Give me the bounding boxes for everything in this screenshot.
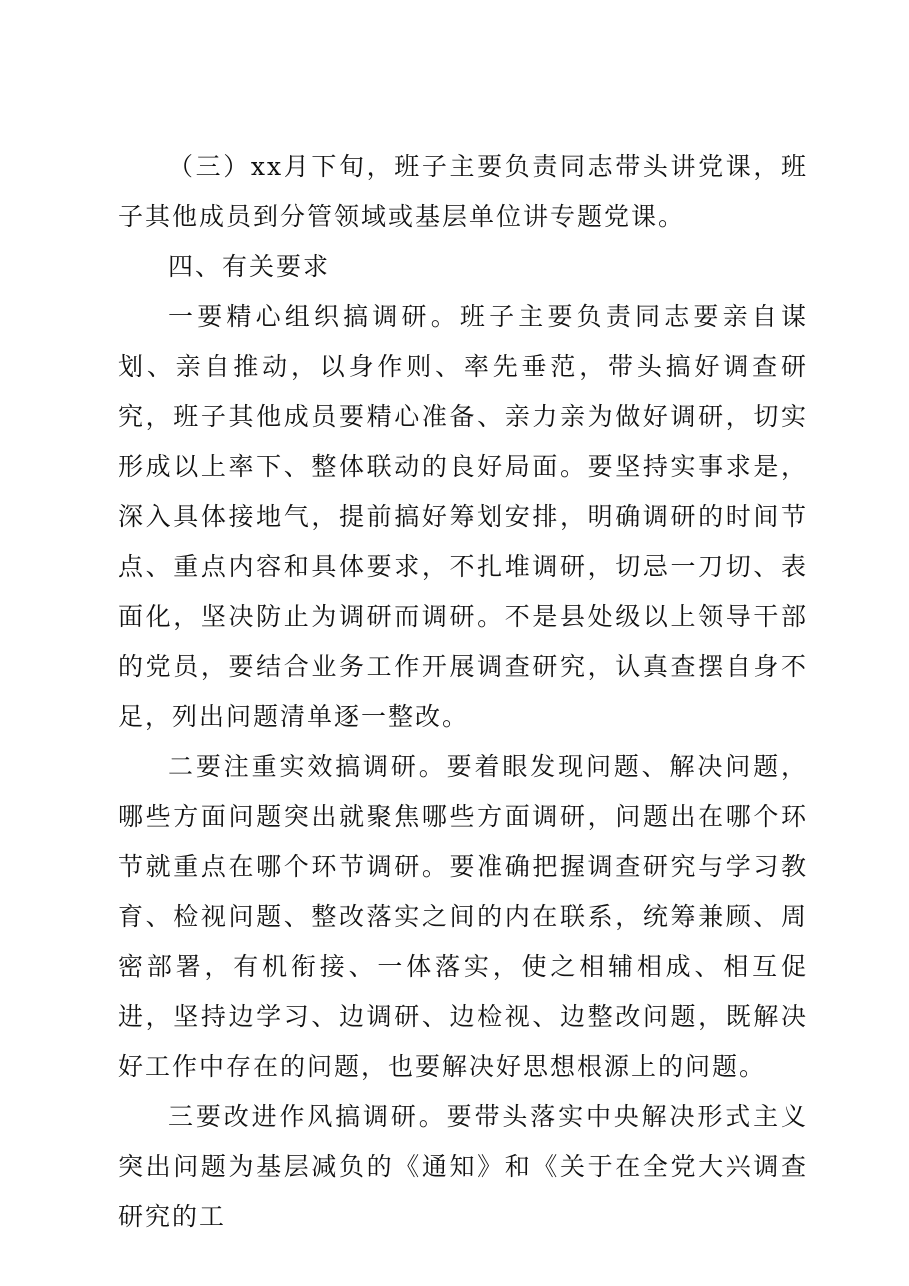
document-body [118, 142, 808, 1242]
paragraph-party-lecture: （三）xx月下旬，班子主要负责同志带头讲党课，班子其他成员到分管领域或基层单位讲专题党课。 [118, 152, 808, 231]
paragraph-requirement-1: 一要精心组织搞调研。班子主要负责同志要亲自谋划、亲自推动，以身作则、率先垂范，带头搞好调查研究，班子其他成员要精心准备、亲力亲为做好调研，切实形成以上率下、整体联动的良好局面。要坚持实事求是，深入具体接地气，提前搞好筹划安排，明确调研的时间节点、重点内容和具体要求，不扎堆调研，切忌一刀切、表面化，坚决防止为调研而调研。不是县处级以上领导干部的党员，要结合业务工作开展调查研究，认真查摆自身不足，列出问题清单逐一整改。 [118, 302, 808, 731]
section-heading-requirements: 四、有关要求 [168, 252, 331, 281]
paragraph-requirement-2: 二要注重实效搞调研。要着眼发现问题、解决问题，哪些方面问题突出就聚焦哪些方面调研，问题出在哪个环节就重点在哪个环节调研。要准确把握调查研究与学习教育、检视问题、整改落实之间的内在联系，统筹兼顾、周密部署，有机衔接、一体落实，使之相辅相成、相互促进，坚持边学习、边调研、边检视、边整改问题，既解决好工作中存在的问题，也要解决好思想根源上的问题。 [118, 752, 808, 1081]
paragraph-requirement-3: 三要改进作风搞调研。要带头落实中央解决形式主义突出问题为基层减负的《通知》和《关于在全党大兴调查研究的工 [118, 1102, 808, 1231]
